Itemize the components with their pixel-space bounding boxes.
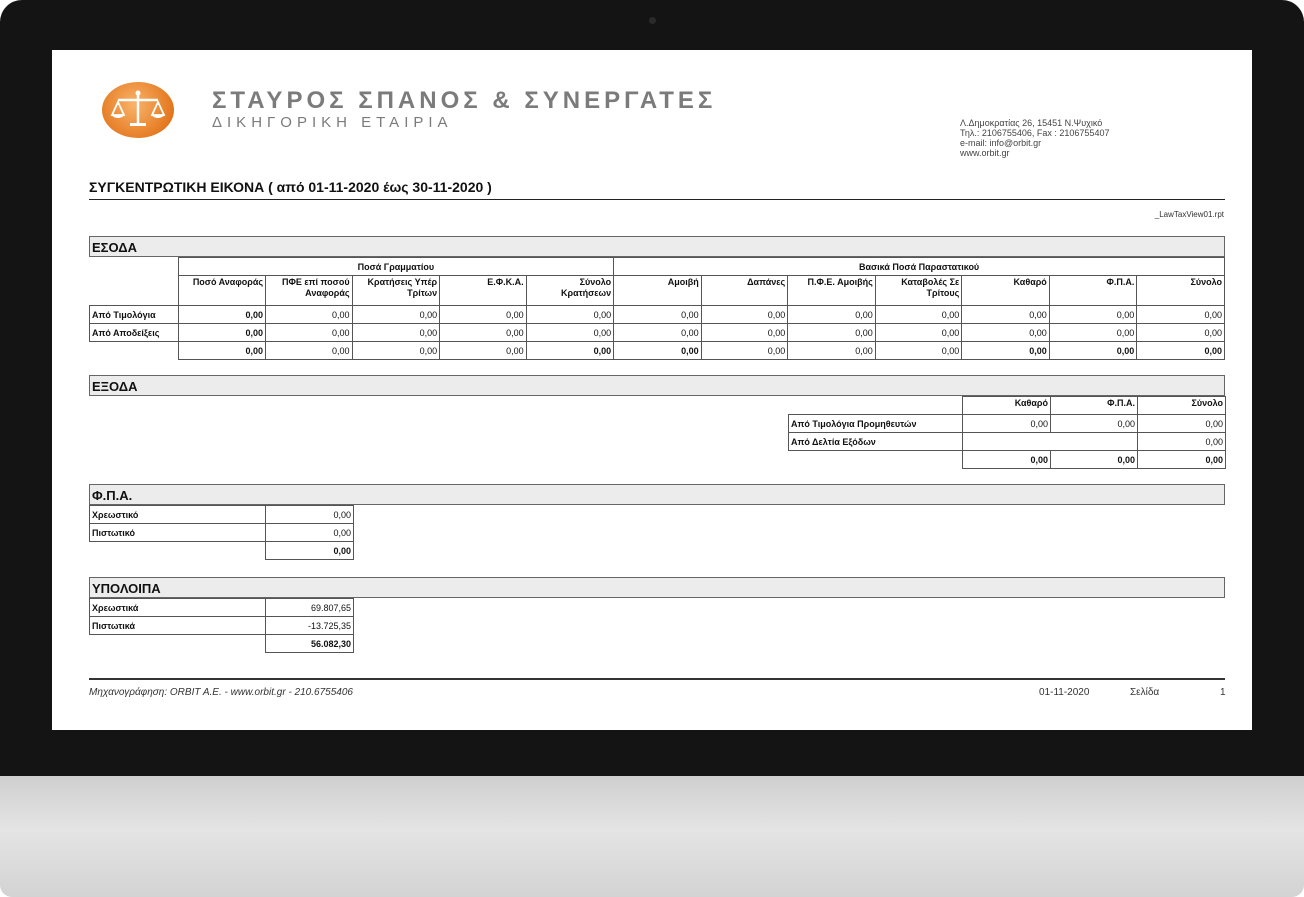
- table-cell: 0,00: [352, 324, 440, 342]
- table-cell: -13.725,35: [266, 617, 354, 635]
- totals-row: [789, 451, 1226, 469]
- row-label: Από Δελτία Εξόδων: [789, 433, 963, 451]
- total-cell: 0,00: [1138, 451, 1226, 469]
- total-cell: 0,00: [614, 342, 702, 360]
- column-header: Σύνολο: [1138, 397, 1226, 415]
- table-cell: 0,00: [440, 324, 527, 342]
- total-cell: 0,00: [266, 342, 353, 360]
- income-section-header: ΕΣΟΔΑ: [89, 236, 1225, 257]
- balances-section-header: ΥΠΟΛΟΙΠΑ: [89, 577, 1225, 598]
- income-column-header-row: [90, 276, 1225, 306]
- table-cell: 0,00: [1049, 324, 1137, 342]
- table-cell: 0,00: [178, 306, 266, 324]
- company-name: ΣΤΑΥΡΟΣ ΣΠΑΝΟΣ & ΣΥΝΕΡΓΑΤΕΣ: [212, 87, 717, 114]
- income-group-invoice-amounts: Ποσά Γραμματίου: [178, 258, 614, 276]
- column-header: Ποσό Αναφοράς: [178, 276, 266, 306]
- column-header: Π.Φ.Ε. Αμοιβής: [788, 276, 876, 306]
- column-header: Φ.Π.Α.: [1049, 276, 1137, 306]
- table-cell: 0,00: [962, 324, 1050, 342]
- table-cell: 0,00: [788, 306, 876, 324]
- total-cell: 0,00: [701, 342, 788, 360]
- table-cell: 0,00: [1138, 433, 1226, 451]
- camera-icon: [649, 17, 656, 24]
- total-cell: 0,00: [1049, 342, 1137, 360]
- income-table: [89, 257, 1225, 360]
- table-cell: 0,00: [1137, 306, 1225, 324]
- row-label: Από Αποδείξεις: [90, 324, 179, 342]
- expenses-table: [788, 396, 1226, 469]
- column-header: Κρατήσεις Υπέρ Τρίτων: [352, 276, 440, 306]
- total-cell: 0,00: [1051, 451, 1138, 469]
- monitor-chin: [0, 776, 1304, 897]
- scales-logo-icon: [102, 82, 174, 138]
- totals-row: [90, 635, 354, 653]
- row-label: Πιστωτικά: [90, 617, 266, 635]
- table-row: [90, 306, 1225, 324]
- table-cell: 0,00: [788, 324, 876, 342]
- total-cell: 0,00: [352, 342, 440, 360]
- table-cell: [963, 433, 1138, 451]
- total-cell: 0,00: [962, 342, 1050, 360]
- table-row: [90, 506, 354, 524]
- table-cell: 0,00: [963, 415, 1051, 433]
- expenses-section-header: ΕΞΟΔΑ: [89, 375, 1225, 396]
- footer-divider: [89, 678, 1225, 680]
- income-group-row: [90, 258, 1225, 276]
- title-divider: [89, 199, 1225, 200]
- column-header: Σύνολο: [1137, 276, 1225, 306]
- phone-line: Τηλ.: 2106755406, Fax : 2106755407: [960, 128, 1110, 138]
- table-cell: 0,00: [1051, 415, 1138, 433]
- total-cell: 0,00: [788, 342, 876, 360]
- report-page: [52, 50, 1252, 730]
- footer-page-label: Σελίδα: [1130, 687, 1160, 698]
- row-label: Χρεωστικό: [90, 506, 266, 524]
- table-cell: 0,00: [875, 306, 962, 324]
- table-cell: 0,00: [614, 306, 702, 324]
- company-subtitle: ΔΙΚΗΓΟΡΙΚΗ ΕΤΑΙΡΙΑ: [212, 114, 453, 131]
- table-cell: 0,00: [962, 306, 1050, 324]
- table-cell: 0,00: [266, 524, 354, 542]
- column-header: ΠΦΕ επί ποσού Αναφοράς: [266, 276, 353, 306]
- table-cell: 0,00: [266, 506, 354, 524]
- table-cell: 0,00: [701, 324, 788, 342]
- vat-table: [89, 505, 354, 560]
- footer-page-number: 1: [1220, 687, 1226, 698]
- table-cell: 0,00: [440, 306, 527, 324]
- total-cell: 0,00: [526, 342, 614, 360]
- row-label: Από Τιμολόγια Προμηθευτών: [789, 415, 963, 433]
- column-header: Δαπάνες: [701, 276, 788, 306]
- company-address: [960, 118, 1109, 158]
- column-header: Σύνολο Κρατήσεων: [526, 276, 614, 306]
- total-cell: 0,00: [440, 342, 527, 360]
- row-label: Χρεωστικά: [90, 599, 266, 617]
- row-label: Πιστωτικό: [90, 524, 266, 542]
- table-cell: 0,00: [266, 306, 353, 324]
- table-cell: 0,00: [1049, 306, 1137, 324]
- total-cell: 0,00: [963, 451, 1051, 469]
- table-row: [90, 524, 354, 542]
- total-cell: 0,00: [266, 542, 354, 560]
- screen: [52, 50, 1252, 730]
- total-cell: 56.082,30: [266, 635, 354, 653]
- report-title: ΣΥΓΚΕΝΤΡΩΤΙΚΗ ΕΙΚΟΝΑ ( από 01-11-2020 έως 30-11-2020 ): [89, 179, 492, 195]
- total-cell: 0,00: [875, 342, 962, 360]
- table-cell: 0,00: [526, 324, 614, 342]
- row-label: Από Τιμολόγια: [90, 306, 179, 324]
- website-line: www.orbit.gr: [960, 148, 1010, 158]
- balances-table: [89, 598, 354, 653]
- table-row: [90, 599, 354, 617]
- table-cell: 0,00: [1138, 415, 1226, 433]
- table-cell: 0,00: [614, 324, 702, 342]
- table-cell: 0,00: [526, 306, 614, 324]
- totals-row: [90, 342, 1225, 360]
- table-row: [90, 617, 354, 635]
- total-cell: 0,00: [178, 342, 266, 360]
- table-cell: 0,00: [1137, 324, 1225, 342]
- table-cell: 0,00: [701, 306, 788, 324]
- report-file-name: _LawTaxView01.rpt: [1154, 210, 1224, 219]
- table-cell: 0,00: [178, 324, 266, 342]
- footer-date: 01-11-2020: [1039, 687, 1090, 698]
- column-header: Καθαρό: [962, 276, 1050, 306]
- email-line: e-mail: info@orbit.gr: [960, 138, 1042, 148]
- table-cell: 69.807,65: [266, 599, 354, 617]
- income-group-document-amounts: Βασικά Ποσά Παραστατικού: [614, 258, 1225, 276]
- expenses-column-header-row: [789, 397, 1226, 415]
- address-line: Λ.Δημοκρατίας 26, 15451 Ν.Ψυχικό: [960, 118, 1103, 128]
- column-header: Καταβολές Σε Τρίτους: [875, 276, 962, 306]
- vat-section-header: Φ.Π.Α.: [89, 484, 1225, 505]
- total-cell: 0,00: [1137, 342, 1225, 360]
- column-header: Αμοιβή: [614, 276, 702, 306]
- table-cell: 0,00: [352, 306, 440, 324]
- table-cell: 0,00: [875, 324, 962, 342]
- column-header: Ε.Φ.Κ.Α.: [440, 276, 527, 306]
- footer-credit: Μηχανογράφηση: ORBIT A.E. - www.orbit.gr - 210.6755406: [89, 687, 353, 698]
- column-header: Φ.Π.Α.: [1051, 397, 1138, 415]
- table-row: [90, 324, 1225, 342]
- totals-row: [90, 542, 354, 560]
- table-row: [789, 433, 1226, 451]
- table-cell: 0,00: [266, 324, 353, 342]
- table-row: [789, 415, 1226, 433]
- column-header: Καθαρό: [963, 397, 1051, 415]
